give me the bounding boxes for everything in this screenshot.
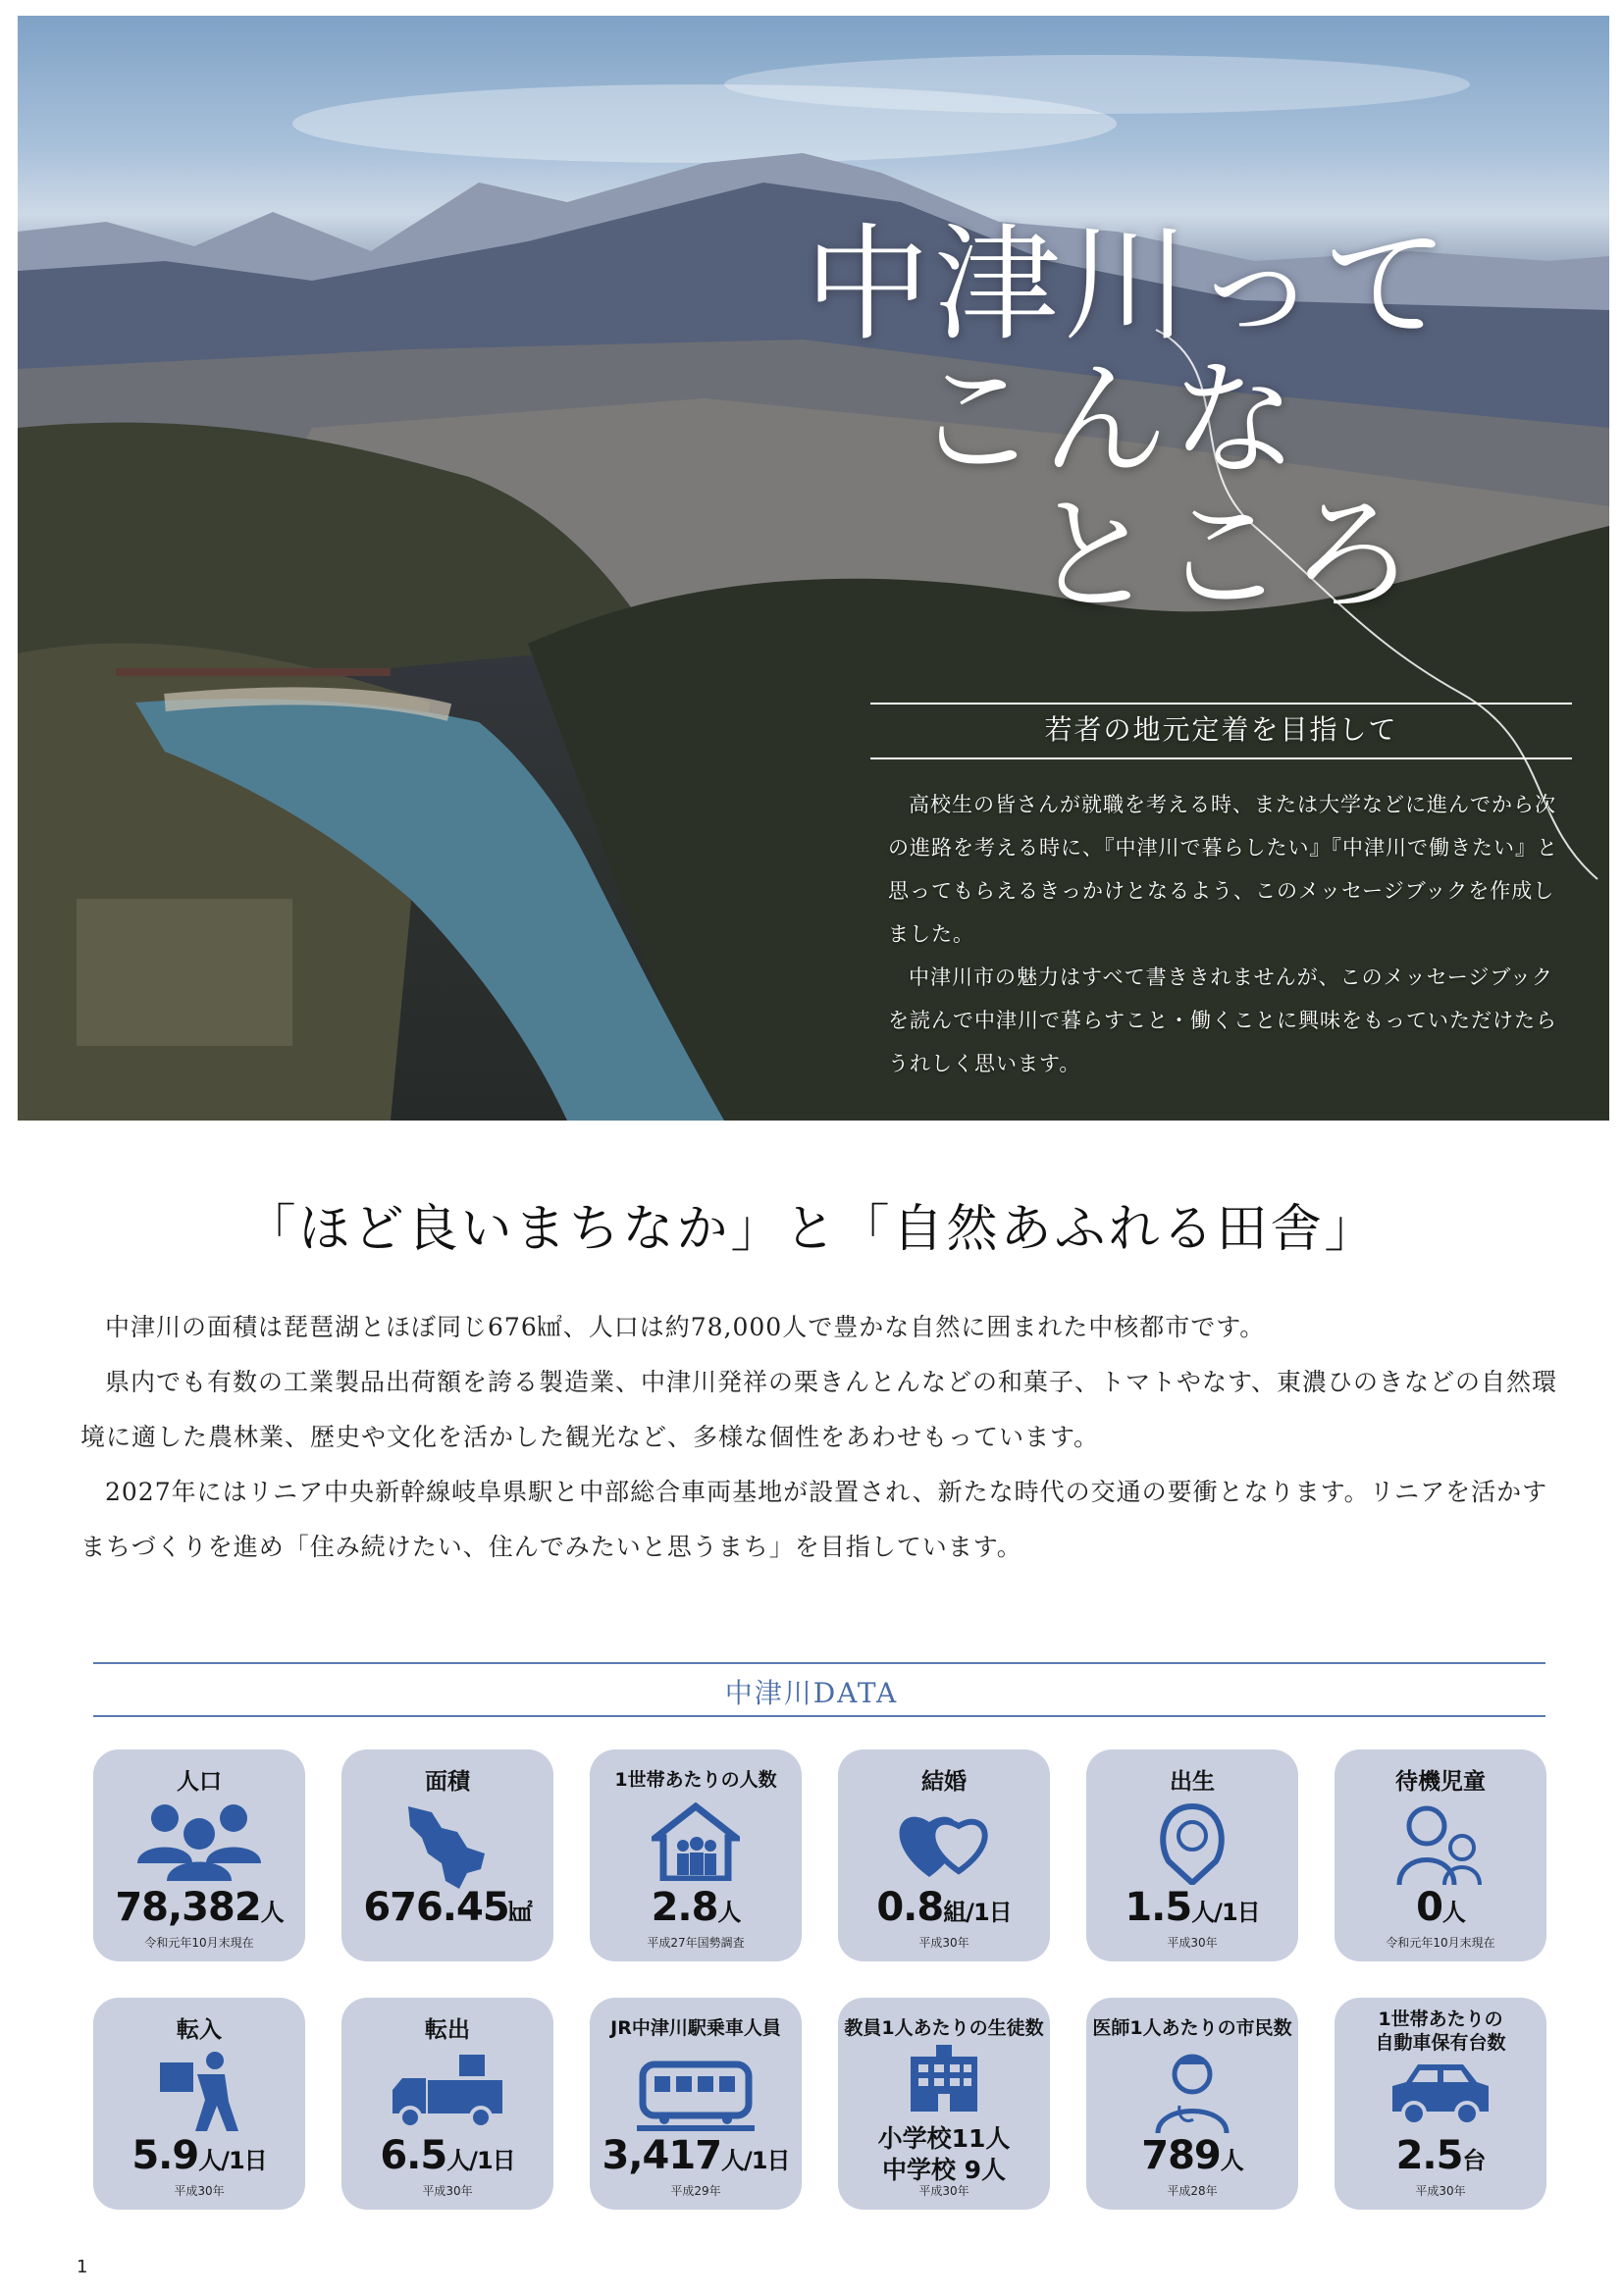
- card-value: [590, 2133, 802, 2178]
- value-number: 0.8: [876, 1885, 944, 1930]
- school-icon: [905, 2045, 983, 2113]
- section-headline: 「ほど良いまちなか」と「自然あふれる田舎」: [244, 1200, 1379, 1259]
- card-title: JR中津川駅乗車人員: [610, 2017, 781, 2039]
- value-number: 3,417: [602, 2133, 722, 2178]
- card-title: 1世帯あたりの人数: [614, 1769, 777, 1791]
- card-title: 医師1人あたりの市民数: [1092, 2017, 1292, 2039]
- card-title: 教員1人あたりの生徒数: [844, 2017, 1044, 2039]
- card-title: 待機児童: [1395, 1769, 1486, 1795]
- hero-title-line1: 中津川って: [805, 212, 1453, 358]
- hero-title-line2: こんな: [913, 347, 1302, 494]
- people-icon: [126, 1802, 273, 1881]
- junior-high-ratio: 中学校 9人: [881, 2156, 1007, 2184]
- data-title: 中津川DATA: [724, 1677, 899, 1709]
- value-number: 1.5: [1125, 1885, 1192, 1930]
- hero-paragraph: 中津川市の魅力はすべて書ききれませんが、このメッセージブックを読んで中津川で暮らすこと・働くことに興味をもっていただけたらうれしく思います。: [888, 965, 1557, 1075]
- value-unit: 人/1日: [721, 2147, 790, 2174]
- data-card-area: [341, 1749, 553, 1961]
- card-value: [1335, 2133, 1546, 2178]
- card-value: [1086, 2133, 1298, 2178]
- hero-title: [746, 212, 1492, 629]
- value-number: 0: [1416, 1885, 1442, 1930]
- value-unit: 人: [260, 1899, 284, 1926]
- card-value: [1335, 1885, 1546, 1930]
- card-value: [838, 1885, 1050, 1930]
- value-number: 5.9: [131, 2133, 199, 2178]
- page-number: 1: [77, 2257, 88, 2277]
- card-value: [93, 2133, 305, 2178]
- card-note: 令和元年10月末現在: [144, 1936, 254, 1950]
- hero-message: [888, 783, 1565, 1085]
- truck-icon: [389, 2051, 506, 2129]
- doctor-icon: [1148, 2051, 1236, 2133]
- data-card-birth: [1086, 1749, 1298, 1961]
- elementary-ratio: 小学校11人: [877, 2124, 1011, 2153]
- card-note: 平成28年: [1167, 2184, 1218, 2198]
- value-number: 789: [1141, 2133, 1221, 2178]
- data-card-cars-per-household: [1335, 1998, 1546, 2210]
- car-icon: [1387, 2061, 1494, 2129]
- card-title: 1世帯あたりの 自動車保有台数: [1375, 2009, 1506, 2054]
- data-card-waiting-children: [1335, 1749, 1546, 1961]
- data-card-household: [590, 1749, 802, 1961]
- baby-icon: [1153, 1802, 1231, 1885]
- card-note: 平成27年国勢調査: [647, 1936, 745, 1950]
- train-icon: [637, 2051, 755, 2133]
- card-value: [1086, 1885, 1298, 1930]
- value-number: 78,382: [115, 1885, 261, 1930]
- card-title: 結婚: [921, 1769, 967, 1795]
- card-note: 平成30年: [1167, 1936, 1218, 1950]
- card-note: 平成30年: [422, 2184, 473, 2198]
- value-number: 6.5: [380, 2133, 447, 2178]
- data-card-move-in: [93, 1998, 305, 2210]
- data-card-move-out: [341, 1998, 553, 2210]
- value-unit: 人: [717, 1899, 741, 1926]
- card-value: [341, 2133, 553, 2178]
- intro-paragraph: 2027年にはリニア中央新幹線岐阜県駅と中部総合車両基地が設置され、新たな時代の交通の要衝となります。リニアを活かすまちづくりを進め「住み続けたい、住んでみたいと思うまち」を目指しています。: [80, 1478, 1548, 1561]
- parent-child-icon: [1391, 1802, 1490, 1885]
- data-card-marriage: [838, 1749, 1050, 1961]
- card-title: 転入: [177, 2017, 222, 2043]
- intro-paragraph: 県内でも有数の工業製品出荷額を誇る製造業、中津川発祥の栗きんとんなどの和菓子、トマトやなす、東濃ひのきなどの自然環境に適した農林業、歴史や文化を活かした観光など、多様な個性をあわせもっています。: [80, 1368, 1558, 1451]
- data-card-citizens-per-doctor: [1086, 1998, 1298, 2210]
- card-note: 令和元年10月末現在: [1386, 1936, 1495, 1950]
- data-card-population: [93, 1749, 305, 1961]
- hearts-icon: [890, 1802, 998, 1881]
- map-shape-icon: [398, 1802, 497, 1891]
- person-box-icon: [150, 2051, 248, 2133]
- card-note: 平成30年: [918, 1936, 969, 1950]
- household-icon: [652, 1802, 740, 1881]
- data-card-students-per-teacher: [838, 1998, 1050, 2210]
- card-title: 人口: [177, 1769, 222, 1795]
- card-title: 転出: [425, 2017, 470, 2043]
- card-title: 出生: [1170, 1769, 1215, 1795]
- data-card-station-riders: [590, 1998, 802, 2210]
- card-value: [93, 1885, 305, 1930]
- value-unit: 組/1日: [943, 1899, 1012, 1926]
- value-number: 2.5: [1395, 2133, 1463, 2178]
- intro-text: [80, 1300, 1572, 1575]
- value-number: 2.8: [651, 1885, 718, 1930]
- value-unit: 人/1日: [198, 2147, 267, 2174]
- data-rule-top: [93, 1662, 1545, 1664]
- value-number: 676.45: [363, 1885, 509, 1930]
- card-note: 平成30年: [1415, 2184, 1466, 2198]
- value-unit: 人/1日: [1191, 1899, 1260, 1926]
- card-note: 平成30年: [918, 2184, 969, 2198]
- data-rule-bottom: [93, 1715, 1545, 1717]
- hero-title-line3: ところ: [1030, 483, 1420, 629]
- card-title: 面積: [425, 1769, 470, 1795]
- card-note: 平成30年: [174, 2184, 225, 2198]
- card-value: [590, 1885, 802, 1930]
- card-value: [341, 1885, 553, 1930]
- hero-paragraph: 高校生の皆さんが就職を考える時、または大学などに進んでから次の進路を考える時に、『中津川で暮らしたい』『中津川で働きたい』と思ってもらえるきっかけとなるよう、このメッセージブックを作成しました。: [888, 793, 1558, 946]
- intro-paragraph: 中津川の面積は琵琶湖とほぼ同じ676㎢、人口は約78,000人で豊かな自然に囲まれた中核都市です。: [105, 1313, 1266, 1341]
- value-unit: 人: [1441, 1899, 1465, 1926]
- card-note: 平成29年: [670, 2184, 721, 2198]
- value-unit: 人: [1220, 2147, 1243, 2174]
- value-unit: 台: [1462, 2147, 1486, 2174]
- value-unit: 人/1日: [446, 2147, 515, 2174]
- hero-subtitle: 若者の地元定着を目指して: [870, 708, 1572, 759]
- subtitle-rule-top: [870, 703, 1572, 704]
- value-unit: ㎢: [508, 1899, 532, 1926]
